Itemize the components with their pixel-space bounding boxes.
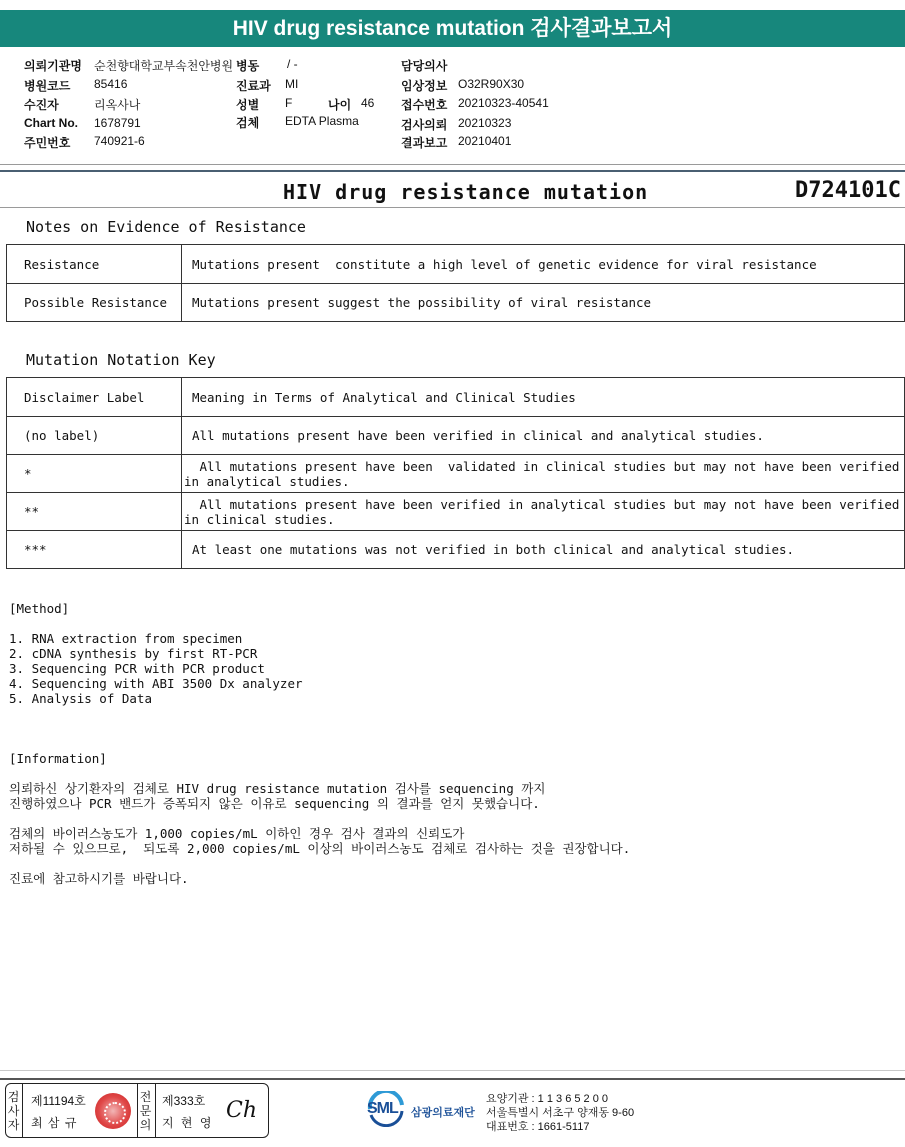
hospital-code-label: 병원코드 [24,79,71,93]
resident-label: 주민번호 [24,136,71,150]
patient-info [0,55,905,155]
key-desc-line: in analytical studies. [184,473,350,489]
key-label: ** [7,493,182,531]
ward-label: 병동 [236,59,260,73]
inspector-label: 검사자 [7,1090,20,1132]
key-desc-line: All mutations present have been verified in analytical studies but may not have been verified [192,496,900,512]
clinical-label: 임상정보 [401,79,448,93]
notes-table [6,244,905,322]
section-title: HIV drug resistance mutation [283,180,649,204]
footer-info [486,1092,634,1134]
org-code: 요양기관 : 1 1 3 6 5 2 0 0 [486,1093,609,1105]
divider [0,207,905,208]
method-step: 1. RNA extraction from specimen [9,631,243,646]
chart-value: 1678791 [94,116,141,130]
key-heading: Mutation Notation Key [26,351,216,369]
divider [0,170,905,172]
key-header-desc: Meaning in Terms of Analytical and Clinical Studies [182,378,905,417]
method-step: 4. Sequencing with ABI 3500 Dx analyzer [9,676,303,691]
key-label: *** [7,531,182,569]
specialist-name: 지 현 영 [162,1116,214,1130]
table-row [7,378,905,417]
method-step: 5. Analysis of Data [9,691,152,706]
report-code: D724101C [795,178,901,203]
sex-label: 성별 [236,98,260,112]
information-line: 검체의 바이러스농도가 1,000 copies/mL 이하인 경우 검사 결과의 신뢰도가 [9,826,465,841]
result-label: 결과보고 [401,136,448,150]
table-row [7,455,905,493]
method-step: 3. Sequencing PCR with PCR product [9,661,265,676]
doctor-label: 담당의사 [401,59,448,73]
inspector-name: 최 삼 규 [31,1116,78,1130]
method-heading: [Method] [9,601,70,616]
information-heading: [Information] [9,751,107,766]
table-row [7,417,905,455]
org-name: 삼광의료재단 [411,1107,475,1119]
information-line: 의뢰하신 상기환자의 검체로 HIV drug resistance mutation 검사를 sequencing 까지 [9,781,546,796]
request-label: 검사의뢰 [401,118,448,132]
specialist-label: 전문의 [139,1090,152,1132]
key-label: * [7,455,182,493]
signature-box [5,1083,269,1138]
divider [0,1070,905,1071]
age-label: 나이 [328,98,352,112]
dept-label: 진료과 [236,79,271,93]
resident-value: 740921-6 [94,134,145,148]
name-label: 수진자 [24,98,59,112]
inspector-no: 제11194호 [31,1094,86,1108]
notes-desc: Mutations present constitute a high level of genetic evidence for viral resistance [182,245,905,284]
hospital-value: 순천향대학교부속천안병원 [94,59,234,73]
notes-label: Possible Resistance [7,284,182,322]
org-phone: 대표번호 : 1661-5117 [486,1121,590,1133]
divider [155,1084,156,1137]
receipt-value: 20210323-40541 [458,96,549,110]
table-row [7,493,905,531]
notes-label: Resistance [7,245,182,284]
method-step: 2. cDNA synthesis by first RT-PCR [9,646,258,661]
information-line: 진행하였으나 PCR 밴드가 증폭되지 않은 이유로 sequencing 의 결과를 얻지 못했습니다. [9,796,540,811]
chart-label: Chart No. [24,116,78,130]
notes-heading: Notes on Evidence of Resistance [26,218,306,236]
sml-logo-text: SML [367,1100,398,1117]
request-value: 20210323 [458,116,512,130]
hospital-label: 의뢰기관명 [24,59,82,73]
seal-icon [95,1093,131,1129]
divider [137,1084,138,1137]
information-line: 저하될 수 있으므로, 되도록 2,000 copies/mL 이상의 바이러스농도 검체로 검사하는 것을 권장합니다. [9,841,631,856]
sex-value: F [285,96,293,110]
signature: Ch [226,1098,258,1123]
information-line: 진료에 참고하시기를 바랍니다. [9,871,189,886]
divider [22,1084,23,1137]
key-desc: At least one mutations was not verified in both clinical and analytical studies. [182,531,905,569]
divider [0,1078,905,1080]
name-value: 리옥사나 [94,98,141,112]
receipt-label: 접수번호 [401,98,448,112]
org-address: 서울특별시 서초구 양재동 9-60 [486,1107,635,1119]
key-desc-line: All mutations present have been validated in clinical studies but may not have been verified [192,458,900,474]
specimen-value: EDTA Plasma [285,114,359,128]
clinical-value: O32R90X30 [458,77,525,91]
dept-value: MI [285,77,299,91]
key-table [6,377,905,569]
key-desc: All mutations present have been verified in clinical and analytical studies. [182,417,905,455]
key-desc [182,493,905,531]
hospital-code-value: 85416 [94,77,128,91]
ward-value: / - [287,57,298,71]
age-value: 46 [361,96,375,110]
table-row [7,284,905,322]
specimen-label: 검체 [236,116,260,130]
table-row [7,531,905,569]
report-title: HIV drug resistance mutation 검사결과보고서 [0,10,905,47]
result-value: 20210401 [458,134,512,148]
key-header-label: Disclaimer Label [7,378,182,417]
notes-desc: Mutations present suggest the possibility of viral resistance [182,284,905,322]
key-desc [182,455,905,493]
divider [0,164,905,165]
key-label: (no label) [7,417,182,455]
key-desc-line: in clinical studies. [184,511,335,527]
table-row [7,245,905,284]
specialist-no: 제333호 [162,1094,206,1108]
